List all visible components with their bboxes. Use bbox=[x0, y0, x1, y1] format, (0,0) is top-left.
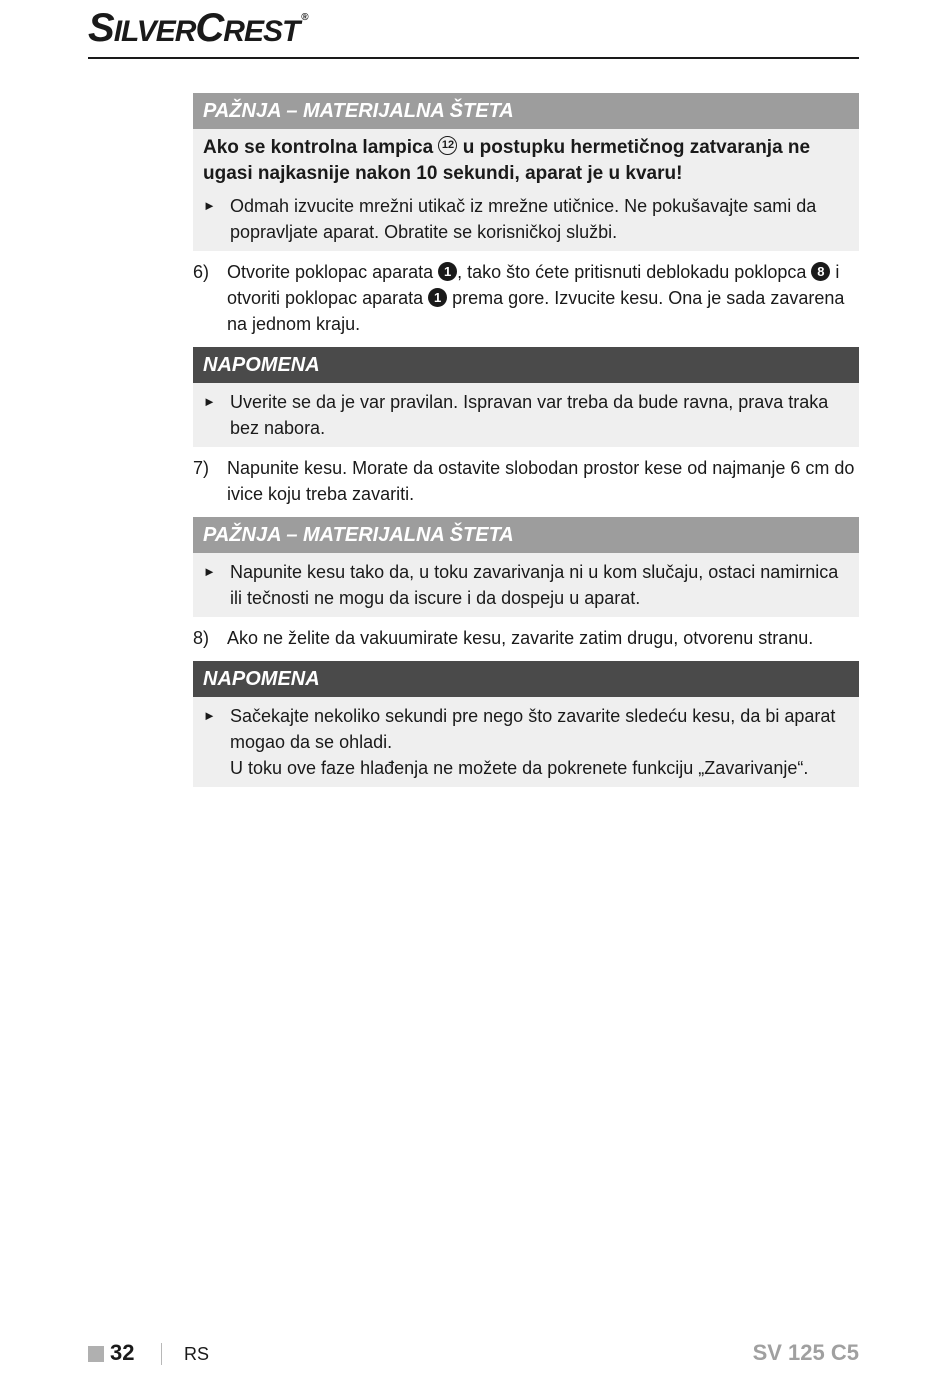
bullet-arrow-icon: ► bbox=[203, 708, 216, 723]
warning-title: PAŽNJA – MATERIJALNA ŠTETA bbox=[193, 93, 859, 129]
footer-square-icon bbox=[88, 1346, 104, 1362]
note-box bbox=[193, 661, 859, 787]
model-number: SV 125 C5 bbox=[752, 1340, 859, 1365]
lid-ref: 1 bbox=[428, 288, 447, 307]
indicator-lamp-ref: 12 bbox=[438, 136, 457, 155]
note-body bbox=[193, 383, 859, 447]
note-bullet: ► Uverite se da je var pravilan. Ispravan var treba da bude ravna, prava traka bez nabora. bbox=[203, 389, 849, 441]
warning-box bbox=[193, 93, 859, 251]
page-footer bbox=[88, 1340, 859, 1370]
bullet-arrow-icon: ► bbox=[203, 198, 216, 213]
warning-title: PAŽNJA – MATERIJALNA ŠTETA bbox=[193, 517, 859, 553]
bullet-arrow-icon: ► bbox=[203, 394, 216, 409]
note-bullet: ► Sačekajte nekoliko sekundi pre nego što zavarite sledeću kesu, da bi aparat mogao da se ohladi. U toku ove faze hlađenja ne možete da pokrenete funkciju „Zavarivanje“. bbox=[203, 703, 849, 781]
note-title: NAPOMENA bbox=[193, 661, 859, 697]
bullet-arrow-icon: ► bbox=[203, 564, 216, 579]
step-8: 8) Ako ne želite da vakuumirate kesu, zavarite zatim drugu, otvorenu stranu. bbox=[193, 625, 859, 651]
warning-bullet: ► Odmah izvucite mrežni utikač iz mrežne utičnice. Ne pokušavajte sami da popravljate aparat. Obratite se korisničkoj službi. bbox=[203, 193, 849, 245]
note-box bbox=[193, 347, 859, 447]
footer-divider bbox=[161, 1343, 162, 1365]
lid-release-ref: 8 bbox=[811, 262, 830, 281]
step-number: 6) bbox=[193, 262, 210, 282]
page-number: 32 bbox=[110, 1340, 135, 1365]
step-number: 7) bbox=[193, 458, 210, 478]
warning-box bbox=[193, 517, 859, 617]
brand-logo: SILVERCREST ® bbox=[88, 6, 308, 50]
warning-body bbox=[193, 553, 859, 617]
lid-ref: 1 bbox=[438, 262, 457, 281]
page-content bbox=[193, 93, 859, 787]
note-title: NAPOMENA bbox=[193, 347, 859, 383]
step-7: 7) Napunite kesu. Morate da ostavite slobodan prostor kese od najmanje 6 cm do ivice koju treba zavariti. bbox=[193, 455, 859, 507]
note-body bbox=[193, 697, 859, 787]
warning-body bbox=[193, 129, 859, 251]
warning-bullet: ► Napunite kesu tako da, u toku zavarivanja ni u kom slučaju, ostaci namirnica ili tečnosti ne mogu da iscure i da dospeju u aparat. bbox=[203, 559, 849, 611]
warning-statement: Ako se kontrolna lampica 12 u postupku hermetičnog zatvaranja ne ugasi najkasnije nakon 10 sekundi, aparat je u kvaru! bbox=[203, 137, 811, 184]
step-number: 8) bbox=[193, 628, 210, 648]
step-6: 6) Otvorite poklopac aparata 1 , tako što ćete pritisnuti deblokadu poklopca 8 i otvoriti poklopac aparata 1 prema gore. Izvucite kesu. Ona je sada zavarena na jednom kraju. bbox=[193, 259, 859, 337]
header-rule bbox=[88, 57, 859, 59]
language-code: RS bbox=[184, 1344, 210, 1364]
